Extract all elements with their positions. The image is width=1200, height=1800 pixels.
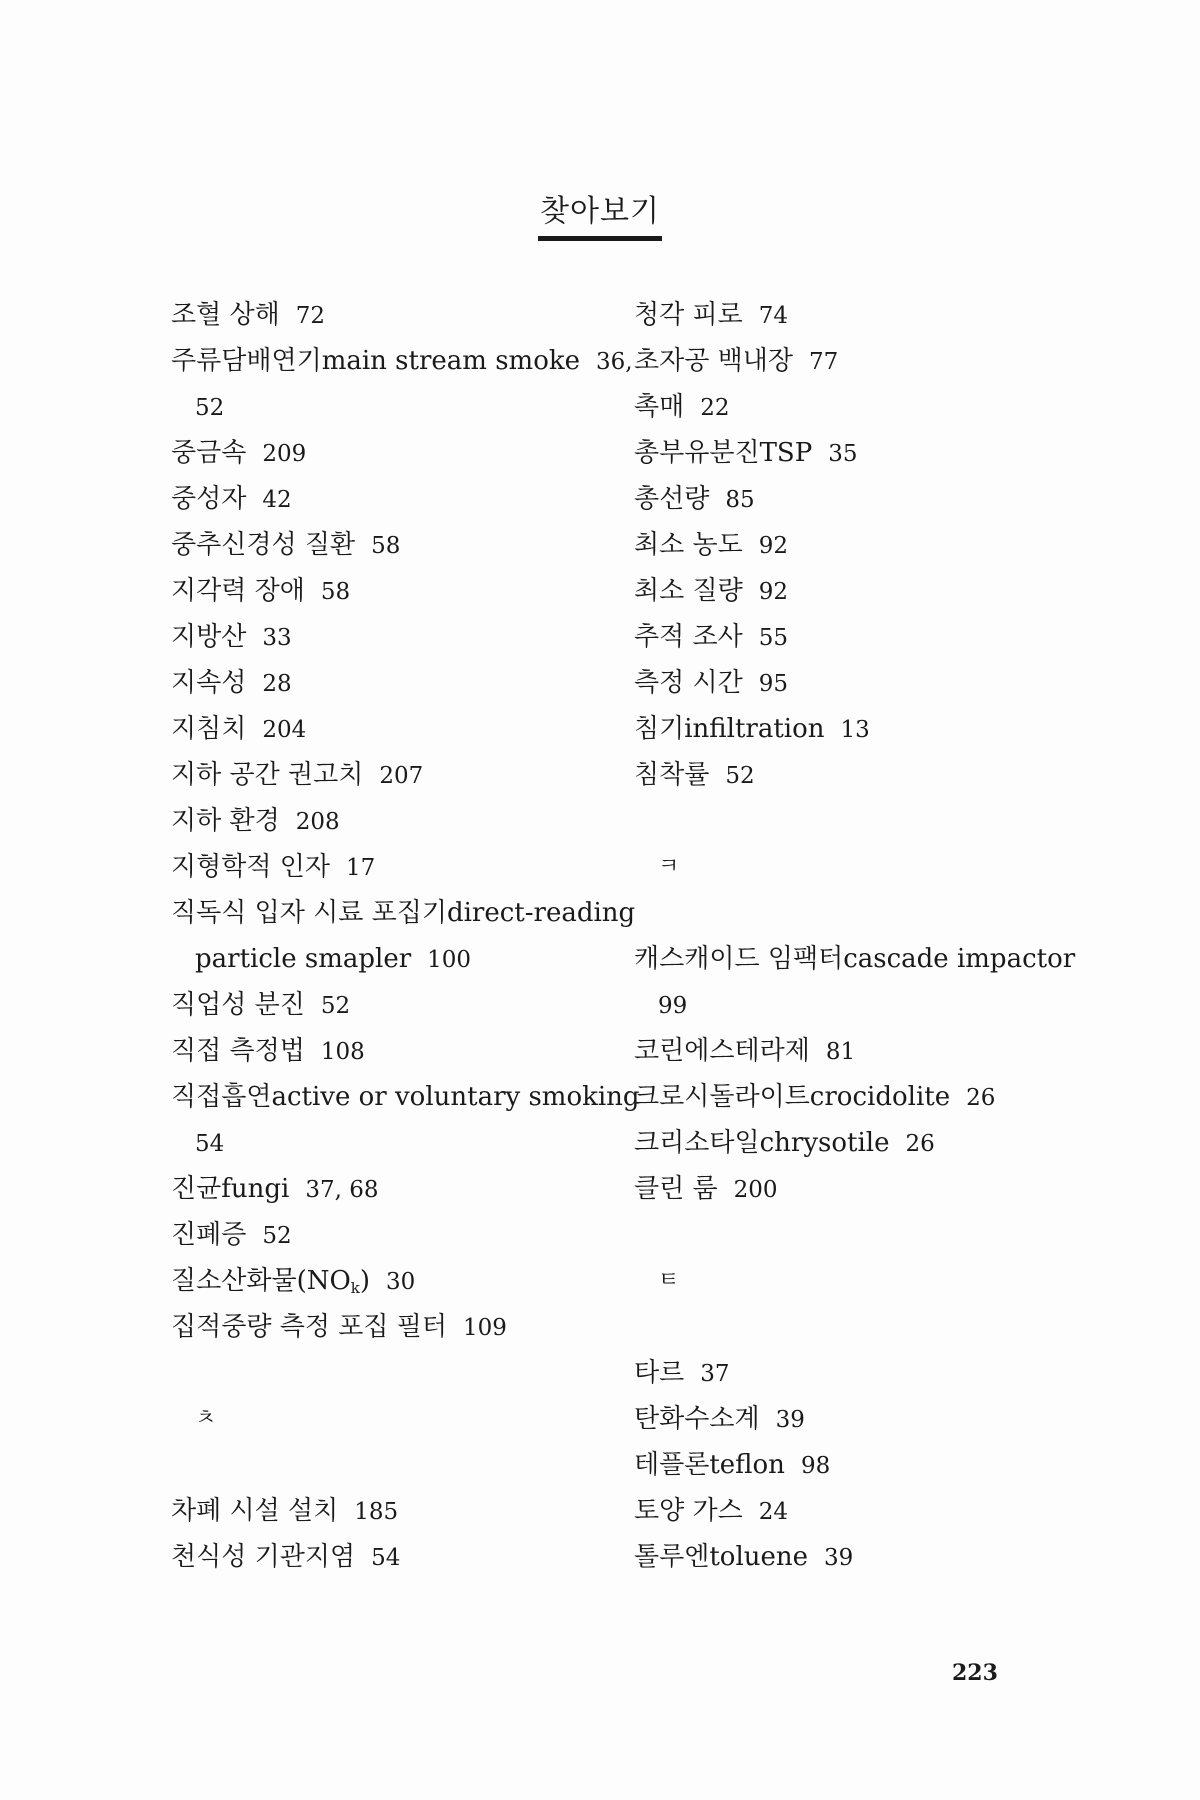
index-term: 침착률: [634, 760, 710, 790]
index-term: 직업성 분진: [171, 990, 305, 1020]
page-reference: 17: [345, 855, 376, 881]
index-entry: [634, 706, 1064, 752]
index-entry: [171, 384, 601, 430]
index-term: 톨루엔toluene: [634, 1542, 809, 1572]
index-entry: [634, 982, 1064, 1028]
index-entry: [171, 982, 601, 1028]
section-heading: ㅊ: [195, 1406, 217, 1431]
index-entry: [634, 1442, 1064, 1488]
index-entry: [171, 430, 601, 476]
index-entry: [634, 660, 1064, 706]
index-term: 중금속: [171, 438, 247, 468]
index-term: 지하 환경: [171, 806, 280, 836]
index-term: 조혈 상해: [171, 300, 280, 330]
index-term: 총선량: [634, 484, 710, 514]
index-entry: [634, 1488, 1064, 1534]
index-term: 타르: [634, 1358, 685, 1388]
index-entry: [171, 292, 601, 338]
blank-line: [171, 1350, 601, 1396]
page-reference: 39: [775, 1407, 805, 1433]
page-reference: 42: [262, 487, 292, 513]
index-term: 주류담배연기main stream smoke: [171, 346, 580, 376]
page-reference: 81: [825, 1039, 856, 1065]
index-term: 침기infiltration: [634, 714, 825, 744]
index-term: 캐스캐이드 임팩터cascade impactor: [634, 944, 1076, 974]
index-entry: [171, 706, 601, 752]
title-wrap: [0, 186, 1200, 241]
page-reference: 54: [195, 1131, 225, 1157]
index-term: 직접흡연active or voluntary smoking: [171, 1082, 640, 1112]
index-entry: [171, 1304, 601, 1350]
page-reference: 33: [262, 625, 292, 651]
index-entry: [171, 1074, 640, 1120]
index-term: 최소 질량: [634, 576, 743, 606]
page-reference: 28: [262, 671, 292, 697]
page-reference: 58: [320, 579, 351, 605]
index-entry: [171, 844, 601, 890]
index-term: 중성자: [171, 484, 247, 514]
index-entry: [634, 384, 1064, 430]
page-reference: 30: [386, 1269, 416, 1295]
index-term: 중추신경성 질환: [171, 530, 356, 560]
index-entry: [171, 1120, 601, 1166]
page-reference: 200: [733, 1177, 778, 1203]
page-reference: 99: [658, 993, 688, 1019]
index-term: 크리소타일chrysotile: [634, 1128, 890, 1158]
index-entry: [634, 1120, 1064, 1166]
blank-line: [634, 798, 1064, 844]
page-reference: 74: [758, 303, 789, 329]
index-entry: [634, 1028, 1064, 1074]
index-entry: [171, 476, 601, 522]
index-entry: [171, 1166, 601, 1212]
index-entry: [634, 752, 1064, 798]
index-entry: [171, 660, 601, 706]
page-reference: 92: [758, 579, 789, 605]
index-term: 추적 조사: [634, 622, 743, 652]
index-term: 지각력 장애: [171, 576, 305, 606]
index-entry: [171, 798, 601, 844]
index-term: 클린 룸: [634, 1174, 718, 1204]
index-term: 테플론teflon: [634, 1450, 785, 1480]
index-entry: [634, 1166, 1064, 1212]
index-column-left: [171, 292, 640, 1580]
blank-line: [171, 1442, 601, 1488]
index-entry: [171, 936, 601, 982]
index-term: 직독식 입자 시료 포집기direct-reading: [171, 898, 636, 928]
index-term: 천식성 기관지염: [171, 1542, 356, 1572]
index-entry: [634, 1350, 1064, 1396]
index-term: 지침치: [171, 714, 247, 744]
index-entry: [171, 1488, 601, 1534]
page-reference: 54: [371, 1545, 401, 1571]
index-entry: [171, 1258, 601, 1304]
page-reference: 52: [262, 1223, 292, 1249]
index-term: 측정 시간: [634, 668, 743, 698]
index-term: 탄화수소계: [634, 1404, 760, 1434]
index-entry: [634, 292, 1064, 338]
page-reference: 52: [195, 395, 225, 421]
page-reference: 95: [758, 671, 789, 697]
page-reference: 207: [379, 763, 424, 789]
page-reference: 39: [824, 1545, 854, 1571]
page-reference: 98: [800, 1453, 831, 1479]
index-entry: [171, 1028, 601, 1074]
index-entry: [634, 476, 1064, 522]
index-entry: [171, 338, 633, 384]
index-column-right: [634, 292, 1076, 1580]
index-term: particle smapler: [195, 944, 412, 974]
index-term: 차폐 시설 설치: [171, 1496, 339, 1526]
page-reference: 100: [427, 947, 472, 973]
index-entry: [171, 614, 601, 660]
index-entry: [634, 522, 1064, 568]
page-reference: 37, 68: [305, 1177, 379, 1203]
page-reference: 36,: [596, 349, 633, 375]
index-term: 진균fungi: [171, 1174, 290, 1204]
index-term: 총부유분진TSP: [634, 438, 813, 468]
index-term: 지형학적 인자: [171, 852, 330, 882]
page-reference: 13: [840, 717, 870, 743]
index-entry: [634, 936, 1076, 982]
page-reference: 24: [758, 1499, 789, 1525]
page-reference: 52: [320, 993, 351, 1019]
index-term: 집적중량 측정 포집 필터: [171, 1312, 447, 1342]
index-term: 토양 가스: [634, 1496, 743, 1526]
index-entry: [171, 752, 601, 798]
page-number: 223: [952, 1660, 998, 1686]
index-term: 지속성: [171, 668, 247, 698]
index-term: 질소산화물(NO: [171, 1266, 351, 1296]
index-term: 초자공 백내장: [634, 346, 793, 376]
blank-line: [634, 890, 1064, 936]
page-reference: 77: [808, 349, 839, 375]
index-entry: [634, 568, 1064, 614]
index-term: 청각 피로: [634, 300, 743, 330]
index-term: 코린에스테라제: [634, 1036, 810, 1066]
page-reference: 109: [462, 1315, 507, 1341]
index-term: 직접 측정법: [171, 1036, 305, 1066]
index-entry: [634, 1074, 1064, 1120]
blank-line: [634, 1212, 1064, 1258]
page-reference: 55: [758, 625, 789, 651]
page-title: 찾아보기: [538, 186, 662, 241]
index-term: 지하 공간 권고치: [171, 760, 364, 790]
blank-line: [634, 1304, 1064, 1350]
index-entry: [634, 1396, 1064, 1442]
section-heading: ㅌ: [658, 1268, 680, 1293]
index-term: 크로시돌라이트crocidolite: [634, 1082, 951, 1112]
index-term: 촉매: [634, 392, 685, 422]
page-reference: 108: [320, 1039, 365, 1065]
section-heading: ㅋ: [658, 854, 680, 879]
page-reference: 37: [700, 1361, 730, 1387]
term-tail: ): [359, 1266, 371, 1296]
page-reference: 208: [295, 809, 340, 835]
index-entry: [171, 1534, 601, 1580]
page-reference: 26: [905, 1131, 935, 1157]
index-entry: [171, 568, 601, 614]
page-reference: 92: [758, 533, 789, 559]
index-entry: [634, 614, 1064, 660]
index-entry: [634, 338, 1064, 384]
page-reference: 58: [371, 533, 401, 559]
page-reference: 204: [262, 717, 307, 743]
index-entry: [171, 1212, 601, 1258]
index-entry: [634, 1534, 1064, 1580]
page-reference: 85: [725, 487, 755, 513]
page-reference: 35: [828, 441, 858, 467]
index-entry: [634, 430, 1064, 476]
page-reference: 22: [700, 395, 730, 421]
index-term: 진폐증: [171, 1220, 247, 1250]
index-entry: [171, 522, 601, 568]
page-reference: 52: [725, 763, 755, 789]
page-reference: 209: [262, 441, 307, 467]
page-reference: 72: [295, 303, 326, 329]
subscript: k: [350, 1279, 360, 1297]
index-term: 지방산: [171, 622, 247, 652]
page-reference: 26: [966, 1085, 996, 1111]
index-entry: [171, 890, 636, 936]
page-reference: 185: [354, 1499, 399, 1525]
index-term: 최소 농도: [634, 530, 743, 560]
